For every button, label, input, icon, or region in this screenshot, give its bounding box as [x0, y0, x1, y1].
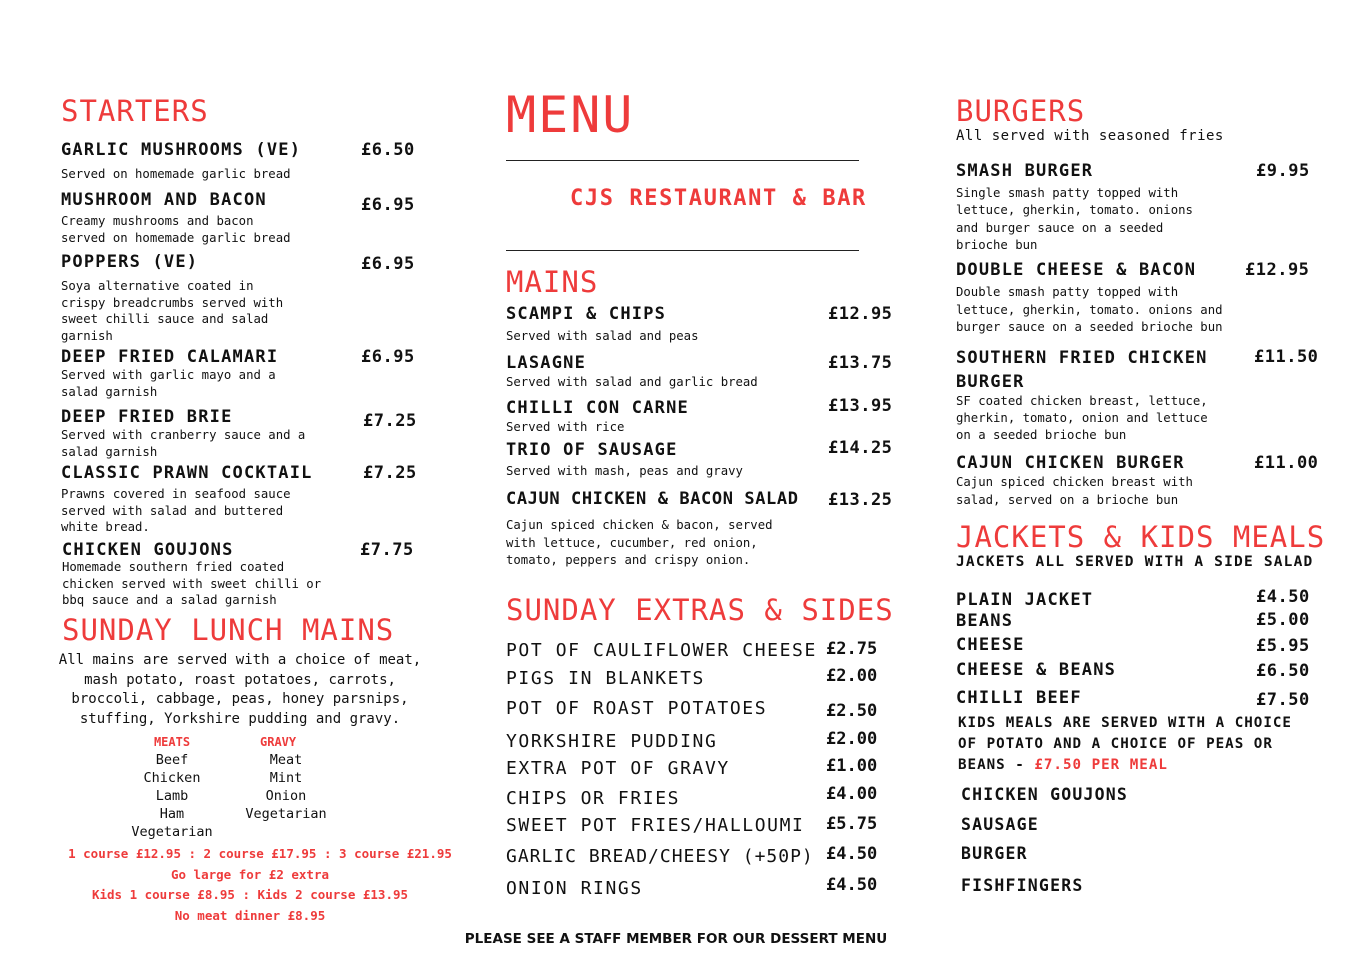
- item-desc: SF coated chicken breast, lettuce, gherkin, tomato, onion and lettuce on a seeded brioche bun: [956, 394, 1208, 443]
- item-price: £11.50: [1254, 347, 1319, 367]
- item-name: SMASH BURGER: [956, 161, 1094, 181]
- footer-note: PLEASE SEE A STAFF MEMBER FOR OUR DESSERT MENU: [464, 931, 888, 947]
- side-name: SWEET POT FRIES/HALLOUMI: [506, 815, 805, 836]
- kids-item: SAUSAGE: [961, 815, 1039, 834]
- sunday-prices: [40, 844, 480, 926]
- price-line: 1 course £12.95 : 2 course £17.95 : 3 course £21.95: [68, 846, 452, 861]
- sides-heading: SUNDAY EXTRAS & SIDES: [506, 593, 894, 627]
- item-desc: Double smash patty topped with lettuce, gherkin, tomato. onions and burger sauce on a seeded brioche bun: [956, 285, 1223, 334]
- item-price: £14.25: [828, 438, 893, 458]
- price-line: Kids 1 course £8.95 : Kids 2 course £13.95: [91, 887, 409, 902]
- side-name: ONION RINGS: [506, 878, 643, 899]
- item-desc: Creamy mushrooms and bacon served on homemade garlic bread: [61, 214, 291, 245]
- side-price: £2.75: [826, 639, 878, 659]
- gravy-option: Meat: [269, 752, 303, 768]
- jacket-name: BEANS: [956, 611, 1014, 631]
- item-price: £6.95: [361, 254, 415, 274]
- divider: [506, 160, 859, 161]
- item-desc: Served on homemade garlic bread: [61, 167, 291, 181]
- sunday-lunch-heading: SUNDAY LUNCH MAINS: [62, 613, 395, 647]
- mains-heading: MAINS: [506, 265, 599, 299]
- burgers-subtitle: All served with seasoned fries: [956, 128, 1224, 144]
- item-price: £12.95: [1245, 260, 1310, 280]
- jacket-price: £7.50: [1256, 690, 1310, 710]
- item-price: £6.50: [361, 140, 415, 160]
- item-price: £6.95: [361, 347, 415, 367]
- side-name: YORKSHIRE PUDDING: [506, 731, 718, 752]
- item-desc: Served with mash, peas and gravy: [506, 464, 743, 478]
- gravy-option: Mint: [269, 770, 303, 786]
- price-line: Go large for £2 extra: [170, 866, 330, 882]
- item-price: £7.75: [360, 540, 414, 560]
- restaurant-name: CJS RESTAURANT & BAR: [570, 186, 867, 211]
- item-name: CHICKEN GOUJONS: [62, 540, 234, 560]
- jackets-heading: JACKETS & KIDS MEALS: [956, 520, 1326, 554]
- kids-note: [958, 713, 1328, 776]
- jacket-name: PLAIN JACKET: [956, 590, 1094, 610]
- jacket-price: £4.50: [1256, 587, 1310, 607]
- meat-option: Chicken: [143, 770, 201, 786]
- side-name: GARLIC BREAD/CHEESY (+50P): [506, 846, 814, 867]
- item-desc: Served with cranberry sauce and a salad garnish: [61, 428, 306, 459]
- jacket-name: CHEESE & BEANS: [956, 660, 1117, 680]
- item-name: GARLIC MUSHROOMS (VE): [61, 140, 302, 160]
- jacket-price: £5.95: [1256, 636, 1310, 656]
- side-price: £5.75: [826, 814, 878, 834]
- burgers-heading: BURGERS: [956, 94, 1086, 128]
- side-name: EXTRA POT OF GRAVY: [506, 758, 730, 779]
- item-name: DEEP FRIED BRIE: [61, 407, 233, 427]
- meat-option: Vegetarian: [131, 824, 213, 840]
- jackets-subtitle: JACKETS ALL SERVED WITH A SIDE SALAD: [956, 554, 1314, 570]
- item-name: CHILLI CON CARNE: [506, 398, 689, 418]
- jacket-name: CHEESE: [956, 635, 1025, 655]
- item-price: £7.25: [363, 463, 417, 483]
- item-desc: Served with salad and peas: [506, 329, 699, 343]
- meats-list: [117, 733, 227, 841]
- side-price: £4.50: [826, 875, 878, 895]
- item-name: CAJUN CHICKEN BURGER: [956, 453, 1185, 473]
- item-desc: Served with salad and garlic bread: [506, 375, 758, 389]
- side-price: £1.00: [826, 756, 878, 776]
- item-desc: Served with garlic mayo and a salad garnish: [61, 368, 276, 399]
- item-price: £6.95: [361, 195, 415, 215]
- side-price: £2.00: [826, 666, 878, 686]
- item-name: DEEP FRIED CALAMARI: [61, 347, 279, 367]
- item-price: £9.95: [1256, 161, 1310, 181]
- side-price: £2.50: [826, 701, 878, 721]
- item-price: £13.95: [828, 396, 893, 416]
- item-name: MUSHROOM AND BACON: [61, 190, 267, 210]
- kids-price: £7.50 PER MEAL: [1034, 757, 1168, 773]
- menu-title: MENU: [506, 86, 635, 144]
- kids-item: BURGER: [961, 844, 1028, 863]
- item-price: £11.00: [1254, 453, 1319, 473]
- item-name: SOUTHERN FRIED CHICKEN BURGER: [956, 348, 1208, 392]
- item-name: DOUBLE CHEESE & BACON: [956, 260, 1197, 280]
- kids-item: CHICKEN GOUJONS: [961, 785, 1129, 804]
- item-desc: Cajun spiced chicken breast with salad, served on a brioche bun: [956, 475, 1193, 507]
- side-price: £4.00: [826, 784, 878, 804]
- side-name: POT OF CAULIFLOWER CHEESE: [506, 640, 817, 661]
- item-name: CLASSIC PRAWN COCKTAIL: [61, 463, 313, 483]
- meat-option: Lamb: [155, 788, 189, 804]
- meats-header: MEATS: [153, 735, 191, 749]
- side-price: £4.50: [826, 844, 878, 864]
- kids-item: FISHFINGERS: [961, 876, 1084, 895]
- item-desc: Homemade southern fried coated chicken served with sweet chilli or bbq sauce and a salad garnish: [62, 560, 322, 607]
- side-name: POT OF ROAST POTATOES: [506, 698, 768, 719]
- gravy-list: [236, 733, 336, 823]
- item-desc: Cajun spiced chicken & bacon, served with lettuce, cucumber, red onion, tomato, peppers and crispy onion.: [506, 518, 773, 567]
- jacket-name: CHILLI BEEF: [956, 688, 1082, 708]
- side-price: £2.00: [826, 729, 878, 749]
- gravy-header: GRAVY: [260, 735, 297, 749]
- jacket-price: £5.00: [1256, 610, 1310, 630]
- item-name: TRIO OF SAUSAGE: [506, 440, 678, 460]
- item-price: £13.25: [828, 490, 893, 510]
- item-name: POPPERS (VE): [61, 252, 199, 272]
- gravy-option: Onion: [265, 788, 307, 804]
- item-name: CAJUN CHICKEN & BACON SALAD: [506, 489, 799, 509]
- sunday-lunch-intro: All mains are served with a choice of meat, mash potato, roast potatoes, carrots, broccoli, cabbage, peas, honey parsnips, stuffing, Yorkshire pudding and gravy.: [58, 652, 422, 727]
- item-price: £7.25: [363, 411, 417, 431]
- side-name: PIGS IN BLANKETS: [506, 668, 705, 689]
- item-desc: Prawns covered in seafood sauce served with salad and buttered white bread.: [61, 487, 291, 534]
- jacket-price: £6.50: [1256, 661, 1310, 681]
- kids-note-text: KIDS MEALS ARE SERVED WITH A CHOICE OF POTATO AND A CHOICE OF PEAS OR BEANS -: [958, 715, 1292, 773]
- item-name: SCAMPI & CHIPS: [506, 304, 667, 324]
- item-desc: Single smash patty topped with lettuce, gherkin, tomato. onions and burger sauce on a seeded brioche bun: [956, 186, 1193, 252]
- item-price: £12.95: [828, 304, 893, 324]
- starters-heading: STARTERS: [61, 94, 209, 128]
- meat-option: Ham: [159, 806, 185, 822]
- meat-option: Beef: [155, 752, 189, 768]
- divider: [506, 250, 859, 251]
- item-name: LASAGNE: [506, 353, 587, 373]
- item-desc: Served with rice: [506, 420, 625, 434]
- price-line: No meat dinner £8.95: [174, 907, 326, 923]
- gravy-option: Vegetarian: [245, 806, 327, 822]
- item-desc: Soya alternative coated in crispy breadcrumbs served with sweet chilli sauce and salad garnish: [61, 279, 284, 343]
- item-price: £13.75: [828, 353, 893, 373]
- side-name: CHIPS OR FRIES: [506, 788, 681, 809]
